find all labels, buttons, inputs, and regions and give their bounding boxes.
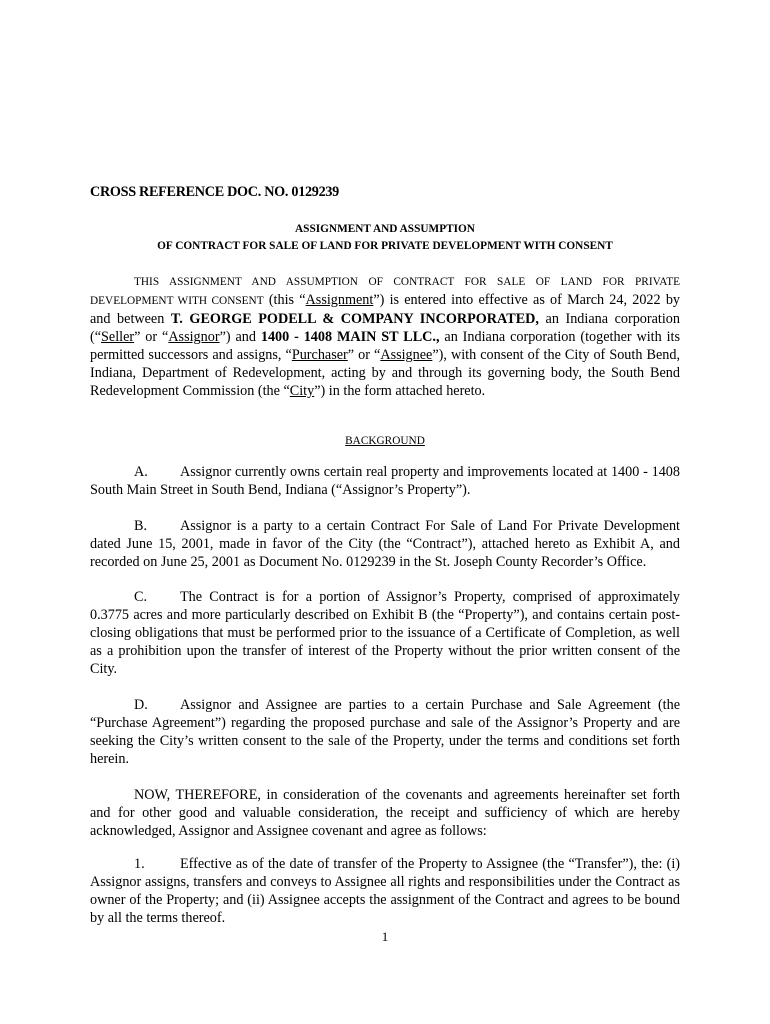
section-1-text: Effective as of the date of transfer of the Property to Assignee (the “Transfer”), the: (i) Assignor assigns, transfers and conveys to Assignee all rights and responsibilities under the Contract as owner of the Property; and (ii) Assignee accepts the assignment of the Contract and agrees to be bound by all the terms thereof. (90, 856, 680, 926)
recital-d-text: Assignor and Assignee are parties to a certain Purchase and Sale Agreement (the “Purchase Agreement”) regarding the proposed purchase and sale of the Assignor’s Property and are seeking the City’s written consent to the sale of the Property, under the terms and conditions set forth herein. (90, 697, 680, 767)
recital-a-text: Assignor currently owns certain real property and improvements located at 1400 - 1408 South Main Street in South Bend, Indiana (“Assignor’s Property”). (90, 464, 680, 498)
intro-text-7: ” or “ (347, 347, 381, 363)
title-line-1 (90, 220, 680, 238)
background-heading-text: BACKGROUND (345, 435, 425, 447)
defined-term-seller: Seller (101, 329, 135, 345)
defined-term-purchaser: Purchaser (291, 347, 348, 363)
recital-c-label: C. (134, 589, 148, 605)
defined-term-assignee: Assignee (380, 347, 433, 363)
intro-text-6: an Indiana corporation (together with its permitted successors and assigns, “ (90, 329, 680, 363)
title-line-2-text: OF CONTRACT FOR SALE OF LAND FOR PRIVATE DEVELOPMENT WITH CONSENT (157, 240, 613, 252)
section-1 (90, 855, 680, 927)
recital-b (90, 517, 680, 571)
recital-b-label: B. (134, 518, 148, 534)
recital-a-label: A. (134, 464, 148, 480)
intro-text-4: ” or “ (134, 329, 169, 345)
recital-b-text: Assignor is a party to a certain Contract For Sale of Land For Private Development dated June 15, 2001, made in favor of the City (the “Contract”), attached hereto as Exhibit A, and recorded on June 25, 2001 as Document No. 0129239 in the St. Joseph County Recorder’s Office. (90, 518, 680, 570)
intro-text-5: ”) and (219, 329, 261, 345)
intro-paragraph (90, 272, 680, 400)
intro-text-9: ”) in the form attached hereto. (314, 383, 486, 399)
recital-a (90, 463, 680, 499)
now-therefore-paragraph (90, 786, 680, 840)
buyer-name: 1400 - 1408 MAIN ST LLC., (260, 329, 440, 345)
title-line-1-text: ASSIGNMENT AND ASSUMPTION (295, 223, 475, 235)
background-heading (90, 431, 680, 450)
defined-term-assignment: Assignment (305, 292, 374, 308)
defined-term-assignor: Assignor (168, 329, 220, 345)
recital-d-label: D. (134, 697, 148, 713)
page-number: 1 (381, 929, 389, 944)
title-line-2 (90, 237, 680, 255)
intro-text-2: ”) is entered into effective as of March 24, 2022 by and between (90, 292, 681, 327)
intro-text-3: an Indiana corporation (“ (90, 311, 680, 345)
now-therefore-text: NOW, THEREFORE, in consideration of the covenants and agreements hereinafter set forth and for other good and valuable consideration, the receipt and sufficiency of which are hereby acknowledged, Assignor and Assignee covenant and agree as follows: (90, 787, 680, 839)
recital-d (90, 696, 680, 768)
recital-c (90, 588, 680, 678)
intro-smallcaps: THIS ASSIGNMENT AND ASSUMPTION OF CONTRACT FOR SALE OF LAND FOR PRIVATE DEVELOPMENT WITH CONSENT (90, 276, 680, 307)
cross-reference-line: CROSS REFERENCE DOC. NO. 0129239 (90, 184, 339, 200)
seller-name: T. GEORGE PODELL & COMPANY INCORPORATED, (170, 311, 539, 327)
intro-text-1: (this “ (263, 292, 306, 308)
intro-text-8: ”), with consent of the City of South Bend, Indiana, Department of Redevelopment, acting by and through its governing body, the South Bend Redevelopment Commission (the “ (90, 347, 680, 399)
section-1-label: 1. (134, 856, 145, 872)
defined-term-city: City (289, 383, 315, 399)
recital-c-text: The Contract is for a portion of Assignor’s Property, comprised of approximately 0.3775 acres and more particularly described on Exhibit B (the “Property”), and contains certain post-closing obligations that must be performed prior to the issuance of a Certificate of Completion, as well as a prohibition upon the transfer of interest of the Property without the prior written consent of the City. (90, 589, 680, 677)
